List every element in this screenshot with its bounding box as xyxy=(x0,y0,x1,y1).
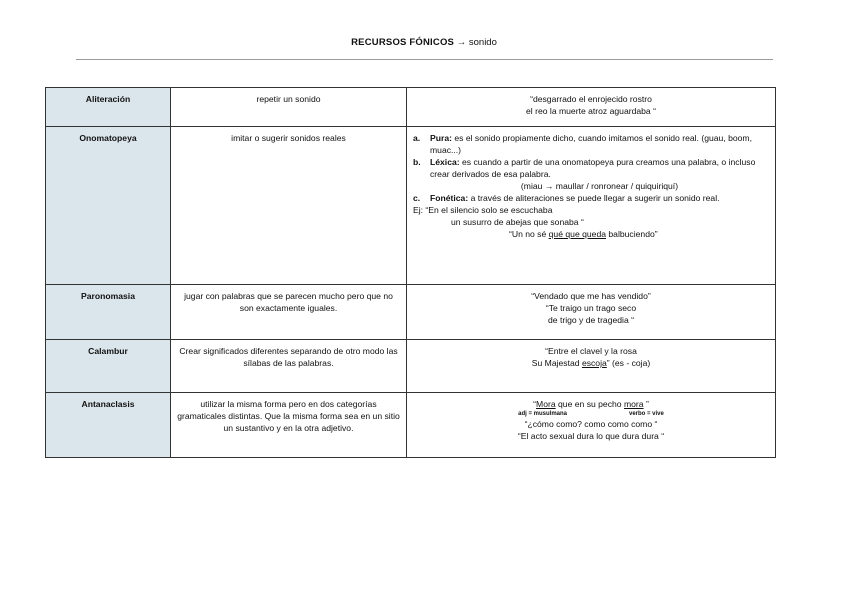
title-divider xyxy=(76,59,773,60)
example-line: “¿cómo como? como como como “ xyxy=(524,419,658,429)
list-item xyxy=(413,132,769,156)
list-marker: b. xyxy=(413,157,421,167)
definition-cell: utilizar la misma forma pero en dos categorías gramaticales distintas. Que la misma forma sea en un sitio un sustantivo y en la otra adjetivo. xyxy=(171,393,407,458)
list-item xyxy=(413,192,769,204)
table-row xyxy=(46,88,776,127)
item-text: es cuando a partir de una onomatopeya pura creamos una palabra, o incluso crear derivados de esa palabra. xyxy=(430,157,756,179)
item-label: Léxica: xyxy=(430,157,460,167)
resources-table xyxy=(45,87,776,458)
definition-cell: jugar con palabras que se parecen mucho pero que no son exactamente iguales. xyxy=(171,285,407,340)
title-bold: RECURSOS FÓNICOS xyxy=(351,37,455,48)
example-line: “Vendado que me has vendido” xyxy=(531,291,651,301)
table-row xyxy=(46,127,776,285)
term-cell: Aliteración xyxy=(46,88,171,127)
grammar-note: verbo = vive xyxy=(629,411,664,417)
definition-cell: Crear significados diferentes separando de otro modo las sílabas de las palabras. xyxy=(171,340,407,393)
term-cell: Onomatopeya xyxy=(46,127,171,285)
example-line: el reo la muerte atroz aguardaba “ xyxy=(526,106,656,116)
term-cell: Paronomasia xyxy=(46,285,171,340)
underlined-text: mora xyxy=(623,399,644,409)
item-label: Pura: xyxy=(430,133,452,143)
example-cell xyxy=(407,393,776,458)
example-cell xyxy=(407,285,776,340)
list-marker: c. xyxy=(413,193,421,203)
example-line: Ej: “En el silencio solo se escuchaba xyxy=(413,205,553,215)
example-line: un susurro de abejas que sonaba “ xyxy=(451,217,584,227)
example-cell xyxy=(407,88,776,127)
term-cell: Antanaclasis xyxy=(46,393,171,458)
term-cell: Calambur xyxy=(46,340,171,393)
list-marker: a. xyxy=(413,133,421,143)
table-row xyxy=(46,393,776,458)
grammar-notes xyxy=(413,410,769,418)
item-text: a través de aliteraciones se puede llegar a sugerir un sonido real. xyxy=(470,193,720,203)
example-line: “Un no sé qué que queda balbuciendo” xyxy=(509,229,658,239)
definition-cell: imitar o sugerir sonidos reales xyxy=(171,127,407,285)
example-line: “Te traigo un trago seco xyxy=(545,303,637,313)
underlined-text: Mora xyxy=(536,399,556,409)
example-line: de trigo y de tragedia “ xyxy=(548,315,634,325)
underlined-text: escoja xyxy=(581,358,607,368)
example-line: Su Majestad escoja” (es - coja) xyxy=(531,358,651,368)
example-cell xyxy=(407,340,776,393)
definition-cell: repetir un sonido xyxy=(171,88,407,127)
example-line: “desgarrado el enrojecido rostro xyxy=(530,94,652,104)
example-cell xyxy=(407,127,776,285)
example-line: “Entre el clavel y la rosa xyxy=(545,346,637,356)
item-label: Fonética: xyxy=(430,193,469,203)
example-line: “El acto sexual dura lo que dura dura “ xyxy=(517,431,665,441)
page-title xyxy=(0,37,848,48)
list-item xyxy=(413,156,769,192)
title-rest: → sonido xyxy=(456,37,497,48)
grammar-note: adj = musulmana xyxy=(518,411,567,417)
table-row xyxy=(46,285,776,340)
underlined-text: qué que queda xyxy=(548,229,607,239)
item-sub: (miau → maullar / ronronear / quiquiriquí) xyxy=(520,181,679,191)
example-line: “Mora que en su pecho mora ” xyxy=(533,399,649,409)
table-row xyxy=(46,340,776,393)
item-text: es el sonido propiamente dicho, cuando imitamos el sonido real. (guau, boom, muac...) xyxy=(430,133,752,155)
